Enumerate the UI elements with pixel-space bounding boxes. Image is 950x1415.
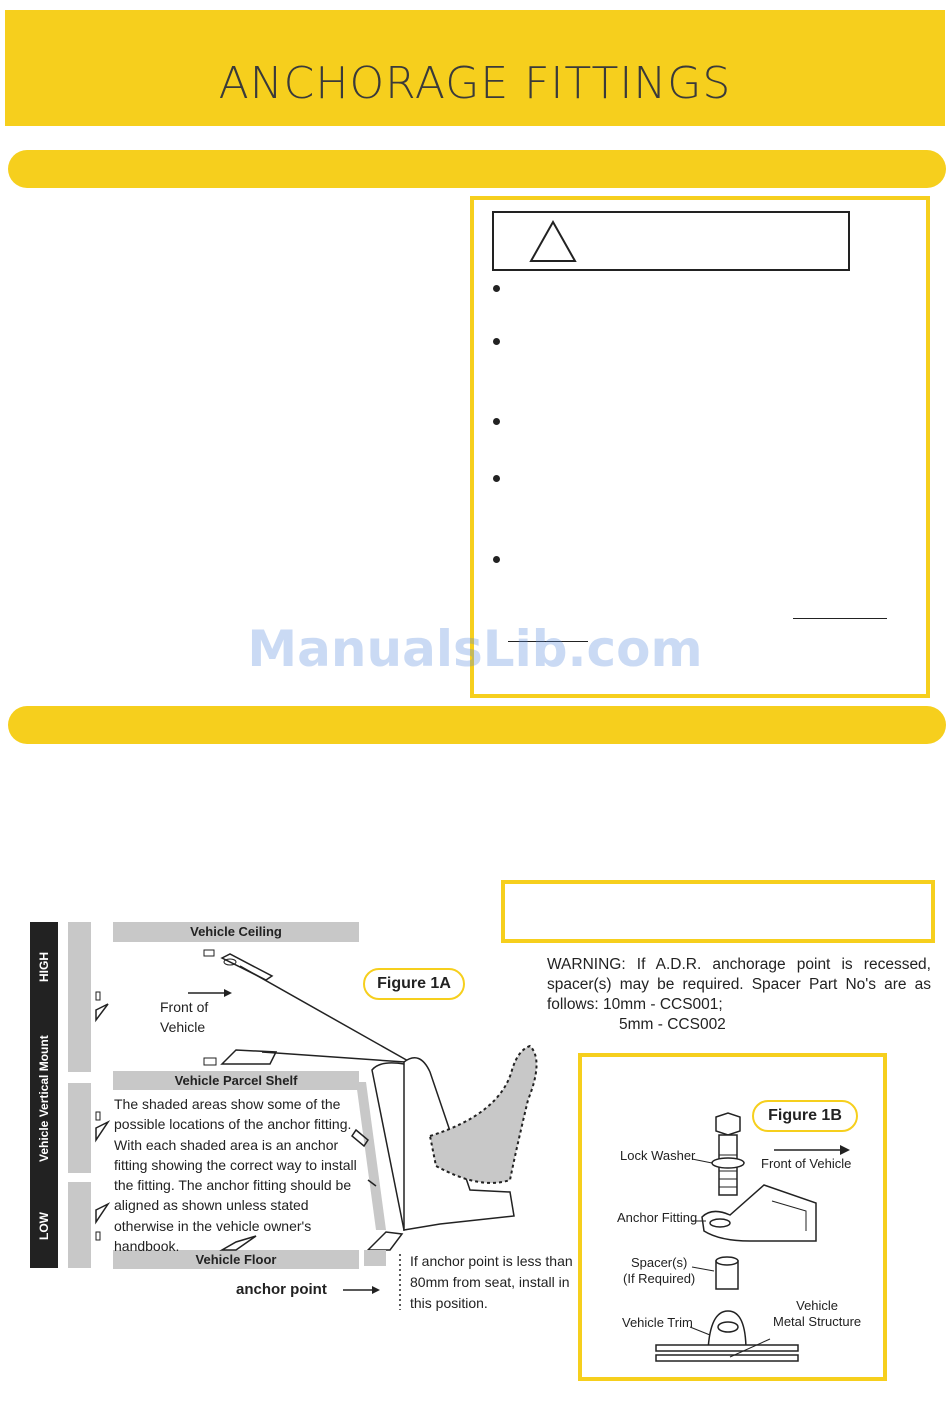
vertical-mount-bar: HIGH Vehicle Vertical Mount LOW <box>30 922 58 1268</box>
metal-structure-label: Vehicle Metal Structure <box>773 1298 862 1329</box>
front-of-vehicle-1b-label: Front of Vehicle <box>761 1156 852 1171</box>
shaded-areas-description: The shaded areas show some of the possible locations of the anchor fitting. With each shaded area is an anchor fitting showing the correct way to install the fitting. The anchor fitting should be aligned as shown unless stated otherwise in the vehicle owner's handbook. <box>114 1096 357 1255</box>
floor-label: Vehicle Floor <box>113 1250 359 1269</box>
front-of-vehicle-label: Front of Vehicle <box>160 999 209 1035</box>
vehicle-trim-label: Vehicle Trim <box>622 1315 693 1330</box>
figure-1b-label: Figure 1B <box>752 1100 858 1132</box>
anchor-install-note: If anchor point is less than 80mm from seat, install in this position. <box>410 1253 573 1311</box>
figure-1a-label: Figure 1A <box>363 968 465 1000</box>
title-banner <box>5 10 945 126</box>
ceiling-label: Vehicle Ceiling <box>113 922 359 942</box>
warning-triangle-icon <box>528 219 578 263</box>
spacer-warning: WARNING: If A.D.R. anchorage point is recessed, spacer(s) may be required. Spacer Part No's are as follows: 10mm - CCS001; 5mm - CCS002 <box>547 956 931 1033</box>
anchor-point-label: anchor point <box>236 1281 327 1298</box>
lock-washer-label: Lock Washer <box>620 1148 696 1163</box>
anchor-fitting-label: Anchor Fitting <box>617 1210 698 1225</box>
warning-header-box <box>492 211 850 271</box>
parcel-shelf-label: Vehicle Parcel Shelf <box>113 1071 359 1090</box>
page-title: ANCHORAGE FITTINGS <box>218 58 732 109</box>
watermark: ManualsLib.com <box>247 620 703 678</box>
warning-bullet <box>493 418 500 425</box>
warning-bullet <box>493 285 500 292</box>
warning-bullet <box>493 338 500 345</box>
warning-bullet <box>493 475 500 482</box>
section-bar-top <box>8 150 946 188</box>
spacer-label: Spacer(s) (If Required) <box>623 1255 696 1286</box>
figure-1a-diagram <box>0 900 580 1320</box>
warning-bullet <box>493 556 500 563</box>
underline <box>793 618 887 619</box>
figure-1b-diagram <box>580 1055 880 1373</box>
section-bar-middle <box>8 706 946 744</box>
